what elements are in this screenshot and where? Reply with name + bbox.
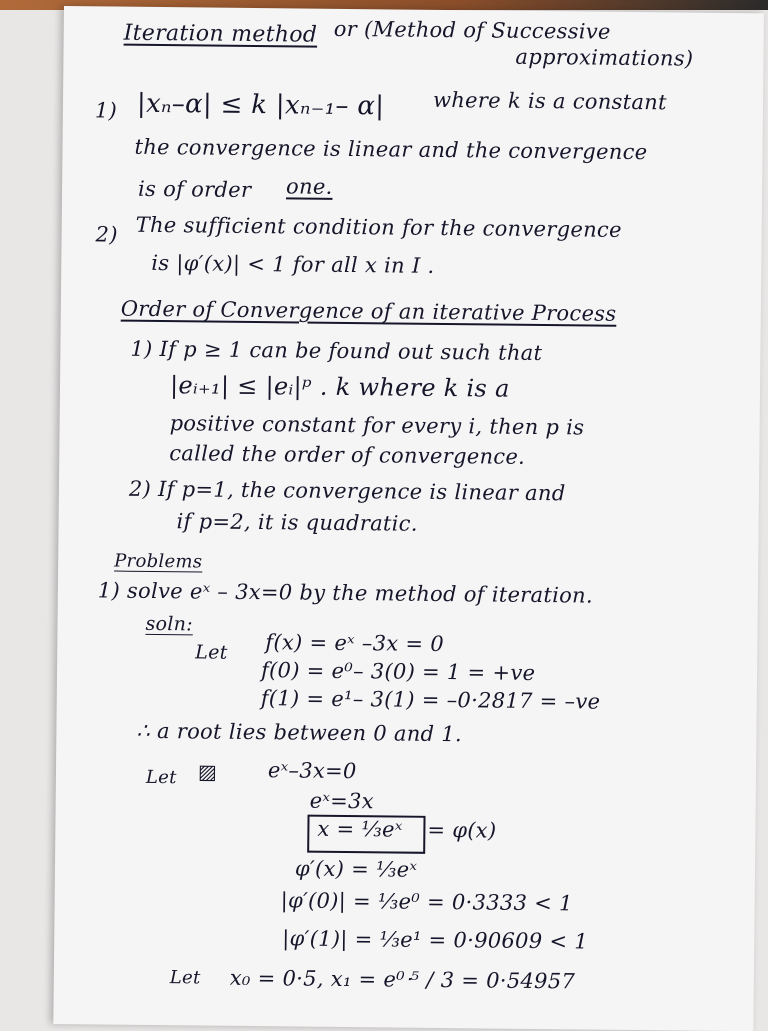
equation: φ′(x) = ⅓eˣ	[294, 856, 418, 882]
equation: eˣ–3x=0	[267, 758, 357, 784]
section-heading: Order of Convergence of an iterative Process	[120, 296, 617, 326]
problem-statement: 1) solve eˣ – 3x=0 by the method of iteration.	[97, 578, 594, 608]
text-line: if p=2, it is quadratic.	[176, 509, 418, 536]
equation: eˣ=3x	[309, 788, 375, 814]
equation: x₀ = 0·5, x₁ = e⁰ᐧ⁵ / 3 = 0·54957	[229, 965, 576, 994]
equation: |φ′(0)| = ⅓e⁰ = 0·3333 < 1	[280, 888, 573, 916]
order-one: one.	[285, 174, 333, 199]
page-title: Iteration method	[123, 20, 318, 48]
solution-label: soln:	[145, 612, 194, 636]
root-statement: ∴ a root lies between 0 and 1.	[136, 718, 463, 747]
problems-heading: Problems	[114, 550, 203, 573]
text-line: is of order	[137, 176, 252, 202]
boxed-equation: x = ⅓eˣ	[317, 816, 403, 842]
text-line: positive constant for every i, then p is	[169, 411, 585, 440]
condition-line: is |φ′(x)| < 1 for all x in I .	[151, 250, 435, 278]
equation: |φ′(1)| = ⅓e¹ = 0·90609 < 1	[282, 926, 589, 954]
let-label: Let	[145, 766, 177, 789]
text-line: The sufficient condition for the convergence	[135, 212, 622, 242]
let-label: Let	[195, 641, 228, 664]
order-inequality: |eᵢ₊₁| ≤ |eᵢ|ᵖ . k where k is a	[169, 371, 510, 403]
text-line: 1) If p ≥ 1 can be found out such that	[130, 336, 543, 366]
scribble-mark: ▨	[197, 759, 218, 784]
error-inequality: |xₙ–α| ≤ k |xₙ₋₁– α|	[136, 88, 385, 122]
item-number: 1)	[94, 98, 118, 123]
equation: f(0) = e⁰– 3(0) = 1 = +ve	[260, 658, 536, 685]
item-number: 2)	[95, 222, 118, 247]
notebook-page	[53, 6, 764, 1031]
text-line: the convergence is linear and the convergence	[134, 134, 648, 165]
title-continuation-2: approximations)	[515, 44, 694, 71]
text-line: 2) If p=1, the convergence is linear and	[128, 476, 566, 506]
equation: f(1) = e¹– 3(1) = –0·2817 = –ve	[260, 686, 601, 714]
text-line: called the order of convergence.	[169, 441, 526, 469]
equation: f(x) = eˣ –3x = 0	[265, 630, 445, 657]
phi-definition: = φ(x)	[427, 817, 497, 843]
constant-note: where k is a constant	[432, 87, 667, 115]
title-continuation: or (Method of Successive	[333, 16, 611, 44]
let-label: Let	[169, 967, 201, 989]
